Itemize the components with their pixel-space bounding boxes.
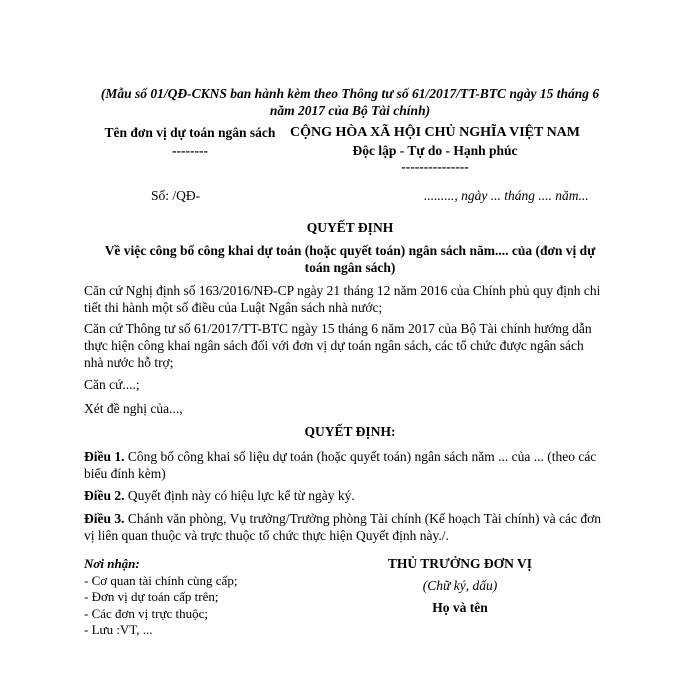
form-note-line-1: (Mẫu số 01/QĐ-CKNS ban hành kèm theo Thông tư số 61/2017/TT-BTC ngày 15 tháng 6 [100,86,600,101]
signer-title: THỦ TRƯỞNG ĐƠN VỊ [387,556,533,571]
signature-note: (Chữ ký, dấu) [422,578,498,593]
article-1-text: Công bố công khai số liệu dự toán (hoặc quyết toán) ngân sách năm ... của ... (theo các biểu đính kèm) [84,449,597,481]
legal-basis-2: Căn cứ Thông tư số 61/2017/TT-BTC ngày 15 tháng 6 năm 2017 của Bộ Tài chính hướng dẫn thực hiện công khai ngân sách đối với đơn vị dự toán ngân sách, các tổ chức được ngân sách nhà nước hỗ trợ; [84,321,592,370]
signature-block [360,556,560,616]
unit-dashes: -------- [172,143,208,158]
article-2-text: Quyết định này có hiệu lực kể từ ngày ký. [124,488,355,503]
national-motto: Độc lập - Tự do - Hạnh phúc [352,143,518,158]
legal-basis-1: Căn cứ Nghị định số 163/2016/NĐ-CP ngày 21 tháng 12 năm 2016 của Chính phủ quy định chi tiết thi hành một số điều của Luật Ngân sách nhà nước; [84,283,601,315]
decision-title: QUYẾT ĐỊNH [306,220,394,235]
article-3-label: Điều 3. [84,511,125,526]
recipient-item: - Cơ quan tài chính cùng cấp; [84,572,238,588]
decision-subject [60,242,640,276]
decides-heading: QUYẾT ĐỊNH: [304,424,396,439]
form-note-line-2: năm 2017 của Bộ Tài chính) [269,103,431,118]
article-3-text: Chánh văn phòng, Vụ trưởng/Trưởng phòng Tài chính (Kế hoạch Tài chính) và các đơn vị liên quan thuộc và trực thuộc tổ chức thực hiện Quyết định này./. [84,511,601,543]
unit-header [95,124,285,160]
national-header [280,124,590,176]
article-1-label: Điều 1. [84,449,125,464]
subject-line-1: Về việc công bố công khai dự toán (hoặc quyết toán) ngân sách năm.... của (đơn vị dự [104,243,596,258]
form-note [60,85,640,119]
signer-name: Họ và tên [432,600,488,615]
unit-name: Tên đơn vị dự toán ngân sách [104,125,276,140]
recipients-heading: Nơi nhận: [84,556,140,571]
motto-dashes: --------------- [401,159,469,174]
legal-basis-3: Căn cứ....; [84,377,140,392]
article-2-label: Điều 2. [84,488,125,503]
recipient-item: - Lưu :VT, ... [84,622,153,637]
article-3 [84,510,604,544]
subject-line-2: toán ngân sách) [304,260,396,275]
article-2 [84,487,604,504]
recipient-item: - Đơn vị dự toán cấp trên; [84,589,219,604]
proposal-line: Xét đề nghị của..., [84,401,183,416]
decision-number: Số: /QĐ- [151,188,201,203]
recipients-block [84,556,237,639]
recipient-item: - Các đơn vị trực thuộc; [84,605,209,621]
country-name: CỘNG HÒA XÃ HỘI CHỦ NGHĨA VIỆT NAM [289,125,580,140]
article-1 [84,448,604,482]
place-date: ........., ngày ... tháng .... năm... [424,188,589,203]
